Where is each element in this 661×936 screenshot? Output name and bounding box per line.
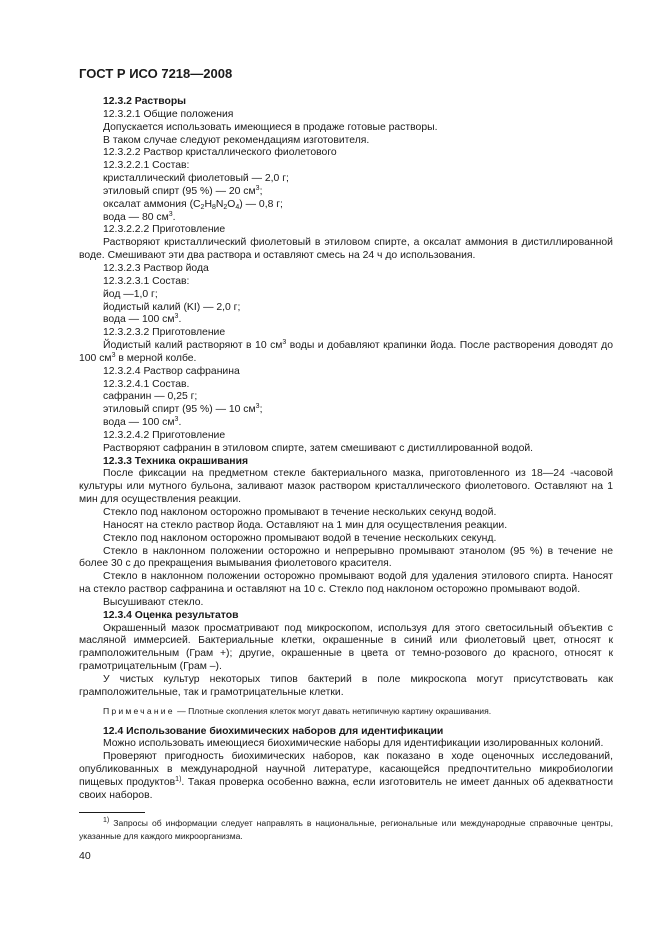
- preparation-text: Растворяют сафранин в этиловом спирте, затем смешивают с дистиллированной водой.: [103, 442, 534, 454]
- document-body: [79, 96, 613, 803]
- section-title-12-3-4: 12.3.4 Оценка результатов: [103, 609, 239, 621]
- superscript: 3: [174, 416, 179, 424]
- composition-title: 12.3.2.3.1 Состав:: [103, 275, 190, 287]
- item-text: этиловый спирт (95 %) — 20 см: [103, 185, 256, 197]
- composition-item: [79, 212, 613, 225]
- text-line: В таком случае следуют рекомендациям изготовителя.: [103, 134, 370, 146]
- formula-part: H: [204, 198, 212, 210]
- composition-item: [79, 404, 613, 417]
- superscript: 3: [174, 313, 179, 321]
- item-suffix: ) — 0,8 г;: [239, 198, 283, 210]
- subsection-title-12-3-2-1: 12.3.2.1 Общие положения: [103, 108, 234, 120]
- page-number: 40: [79, 850, 91, 862]
- item-text: вода — 100 см: [103, 417, 175, 429]
- note: [79, 705, 613, 718]
- composition-item: кристаллический фиолетовый — 2,0 г;: [103, 173, 289, 185]
- item-text: вода — 100 см: [103, 314, 175, 326]
- item-suffix: ;: [259, 185, 263, 197]
- item-suffix: ;: [259, 404, 263, 416]
- paragraph: Высушивают стекло.: [103, 596, 204, 608]
- paragraph: [79, 751, 613, 802]
- text-span: в мерной колбе.: [115, 352, 197, 364]
- paragraph: Наносят на стекло раствор йода. Оставляют на 1 мин для осуществления реакции.: [103, 519, 508, 531]
- preparation-title: 12.3.2.2.2 Приготовление: [103, 224, 226, 236]
- composition-title: 12.3.2.2.1 Состав:: [103, 160, 190, 172]
- preparation-title: 12.3.2.3.2 Приготовление: [103, 327, 226, 339]
- note-label: Примечание: [103, 705, 175, 716]
- text-span: . Такая проверка особенно важна, если изготовитель не имеет данных об адекватности своих наборов.: [79, 776, 613, 801]
- composition-item: [79, 186, 613, 199]
- preparation-title: 12.3.2.4.2 Приготовление: [103, 429, 226, 441]
- footnote-text: [79, 817, 613, 843]
- subsection-title-12-3-2-2: 12.3.2.2 Раствор кристаллического фиолетового: [103, 147, 337, 159]
- item-suffix: .: [178, 417, 182, 429]
- footnote-body: Запросы об информации следует направлять в национальные, региональные или международные справочные центры, указанные для каждого микроорганизма.: [79, 818, 613, 841]
- composition-title: 12.3.2.4.1 Состав.: [103, 378, 190, 390]
- section-title-12-3-2: 12.3.2 Растворы: [103, 96, 187, 107]
- composition-item: йод —1,0 г;: [103, 288, 158, 300]
- item-text: этиловый спирт (95 %) — 10 см: [103, 404, 256, 416]
- item-suffix: .: [178, 314, 182, 326]
- paragraph: Стекло под наклоном осторожно промывают в течение нескольких секунд водой.: [103, 507, 497, 518]
- formula-part: O: [227, 198, 236, 210]
- composition-item: [79, 314, 613, 327]
- preparation-text: [79, 340, 613, 366]
- section-title-12-4: 12.4 Использование биохимических наборов для идентификации: [103, 725, 444, 737]
- text-line: Допускается использовать имеющиеся в продаже готовые растворы.: [103, 121, 438, 133]
- subscript: 8: [211, 203, 216, 211]
- superscript: 3: [282, 339, 287, 347]
- paragraph: После фиксации на предметном стекле бактериального мазка, приготовленного из 18—24 -часовой культуры или мутного бульона, заливают мазок раствором кристаллического фиолетового. Оставляют на 1 мин для осуществления реакции.: [79, 468, 613, 506]
- item-text: оксалат аммония (C: [103, 198, 201, 210]
- text-span: Проверяют пригодность биохимических наборов, как показано в ходе оценочных исследований, опубликованных в международной научной литературе, касающейся предпочтительно микробиологии пищевых продуктов: [79, 751, 613, 788]
- subscript: 2: [200, 203, 205, 211]
- note-text: — Плотные скопления клеток могут давать нетипичную картину окрашивания.: [174, 705, 492, 716]
- superscript: 3: [255, 184, 260, 192]
- formula-part: N: [215, 198, 224, 210]
- footnote-divider: [79, 812, 145, 813]
- footnote: [79, 817, 613, 843]
- subscript: 4: [235, 203, 240, 211]
- preparation-text: Растворяют кристаллический фиолетовый в этиловом спирте, а оксалат аммония в дистиллированной воде. Смешивают эти два раствора и оставляют смесь на 24 ч до использования.: [79, 237, 613, 262]
- text-span: воды и добавляют крапинки йода. После растворения доводят до 100 см: [79, 340, 613, 364]
- subsection-title-12-3-2-3: 12.3.2.3 Раствор йода: [103, 262, 209, 274]
- paragraph: Стекло под наклоном осторожно промывают водой в течение нескольких секунд.: [103, 532, 497, 544]
- footnote-ref[interactable]: 1): [175, 775, 182, 783]
- subscript: 2: [223, 203, 228, 211]
- composition-item: [79, 417, 613, 430]
- paragraph: Стекло в наклонном положении осторожно промывают водой для удаления этилового спирта. Наносят на стекло раствор сафранина и оставляют на 10 с. Стекло под наклоном осторожно промывают водой.: [79, 571, 613, 596]
- paragraph: Можно использовать имеющиеся биохимические наборы для идентификации изолированных колоний.: [103, 738, 604, 750]
- composition-item: сафранин — 0,25 г;: [103, 391, 198, 403]
- paragraph: Стекло в наклонном положении осторожно и непрерывно промывают этанолом (95 %) в течение не более 30 с до прекращения вымывания фиолетового красителя.: [79, 545, 613, 570]
- superscript: 3: [168, 210, 173, 218]
- paragraph: Окрашенный мазок просматривают под микроскопом, используя для этого светосильный объектив с масляной иммерсией. Бактериальные клетки, окрашенные в синий или фиолетовый цвет, относят к грамположительным (Грам +); другие, окрашенные в цвета от темно-розового до красного, относят к грамотрицательным (Грам –).: [79, 622, 613, 673]
- superscript: 3: [111, 351, 116, 359]
- composition-item: йодистый калий (KI) — 2,0 г;: [103, 301, 241, 313]
- paragraph: У чистых культур некоторых типов бактерий в поле микроскопа могут присутствовать как грамположительные, так и грамотрицательные клетки.: [79, 673, 613, 698]
- item-suffix: .: [172, 211, 176, 223]
- superscript: 3: [255, 403, 260, 411]
- standard-header: ГОСТ Р ИСО 7218—2008: [79, 66, 233, 81]
- subsection-title-12-3-2-4: 12.3.2.4 Раствор сафранина: [103, 365, 240, 377]
- section-title-12-3-3: 12.3.3 Техника окрашивания: [103, 455, 249, 467]
- text-span: Йодистый калий растворяют в 10 см: [103, 340, 283, 352]
- item-text: вода — 80 см: [103, 211, 169, 223]
- footnote-marker: 1): [103, 817, 110, 824]
- composition-item: [79, 199, 613, 212]
